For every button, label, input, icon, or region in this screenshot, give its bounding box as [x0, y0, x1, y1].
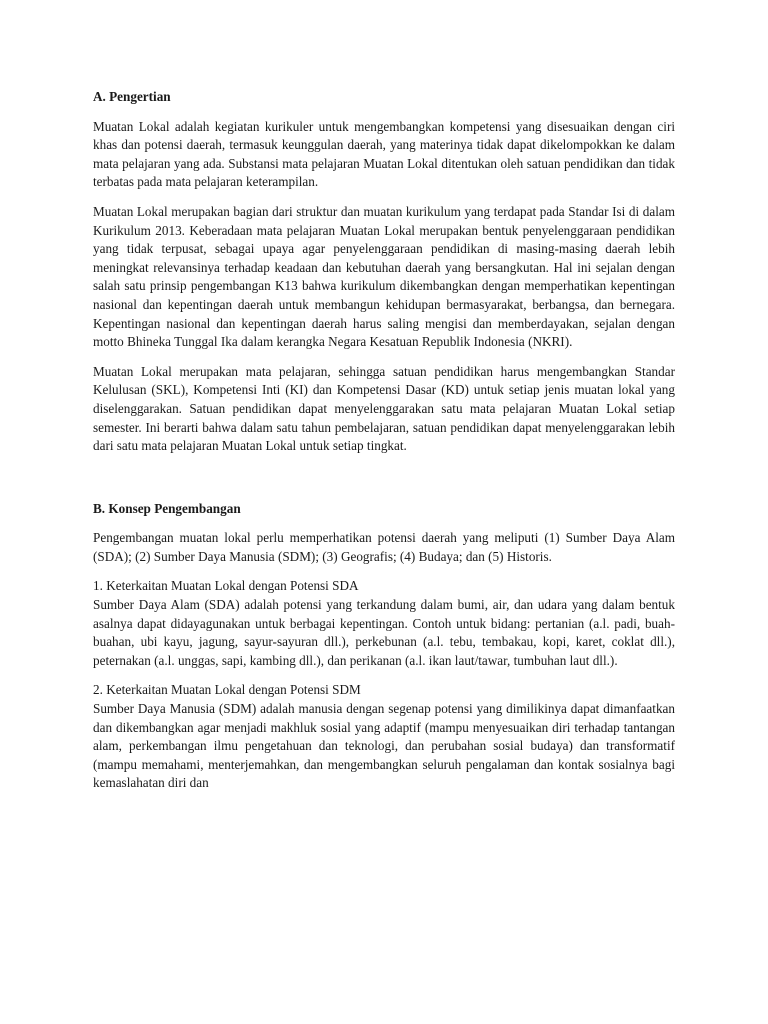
section-b-heading: B. Konsep Pengembangan — [93, 500, 241, 516]
subsection-sdm-text: Sumber Daya Manusia (SDM) adalah manusia dengan segenap potensi yang dimilikinya dapat dimanfaatkan dan dikembangkan agar menjadi makhluk sosial yang adaptif (mampu menyesuaikan diri terhadap tantangan alam, perkembangan ilmu pengetahuan dan teknologi, dan perubahan sosial budaya) dan transformatif (mampu memahami, menterjemahkan, dan mengembangkan seluruh pengalaman dan kontak sosialnya bagi kemaslahatan diri dan — [93, 701, 675, 791]
subsection-sda-text: Sumber Daya Alam (SDA) adalah potensi yang terkandung dalam bumi, air, dan udara yang dalam bentuk asalnya dapat didayagunakan untuk berbagai kepentingan. Contoh untuk bidang: pertanian (a.l. padi, buah-buahan, ubi kayu, jagung, sayur-sayuran dll.), perkebunan (a.l. tebu, tembakau, kopi, karet, coklat dll.), peternakan (a.l. unggas, sapi, kambing dll.), dan perikanan (a.l. ikan laut/tawar, tumbuhan laut dll.). — [93, 597, 675, 668]
section-a-heading: A. Pengertian — [93, 89, 171, 104]
section-spacer — [93, 467, 675, 500]
subsection-sdm-title: 2. Keterkaitan Muatan Lokal dengan Potensi SDM — [93, 682, 361, 698]
section-a-paragraph-3: Muatan Lokal merupakan mata pelajaran, sehingga satuan pendidikan harus mengembangkan Standar Kelulusan (SKL), Kompetensi Inti (KI) dan Kompetensi Dasar (KD) untuk setiap jenis muatan lokal yang diselenggarakan. Satuan pendidikan dapat menyelenggarakan satu mata pelajaran Muatan Lokal setiap semester. Ini berarti bahwa dalam satu tahun pembelajaran, satuan pendidikan dapat menyelenggarakan lebih dari satu mata pelajaran Muatan Lokal untuk setiap tingkat. — [93, 363, 675, 454]
subsection-sda — [93, 577, 675, 670]
document-page — [93, 88, 675, 804]
subsection-sdm — [93, 681, 675, 793]
section-a-paragraph-2: Muatan Lokal merupakan bagian dari struktur dan muatan kurikulum yang terdapat pada Standar Isi di dalam Kurikulum 2013. Keberadaan mata pelajaran Muatan Lokal merupakan bentuk penyelenggaraan pendidikan yang tidak terpusat, sebagai upaya agar penyelenggaraan pendidikan di masing-masing daerah lebih meningkat relevansinya terhadap keadaan dan kebutuhan daerah yang bersangkutan. Hal ini sejalan dengan salah satu prinsip pengembangan K13 bahwa kurikulum dikembangkan dengan memperhatikan kepentingan nasional dan kepentingan daerah untuk membangun kehidupan bermasyarakat, berbangsa, dan bernegara. Kepentingan nasional dan kepentingan daerah harus saling mengisi dan memberdayakan, sejalan dengan motto Bhineka Tunggal Ika dalam kerangka Negara Kesatuan Republik Indonesia (NKRI). — [93, 203, 675, 350]
subsection-sda-title: 1. Keterkaitan Muatan Lokal dengan Potensi SDA — [93, 578, 359, 594]
section-b-intro: Pengembangan muatan lokal perlu memperhatikan potensi daerah yang meliputi (1) Sumber Daya Alam (SDA); (2) Sumber Daya Manusia (SDM); (3) Geografis; (4) Budaya; dan (5) Historis. — [93, 530, 675, 564]
section-a-paragraph-1: Muatan Lokal adalah kegiatan kurikuler untuk mengembangkan kompetensi yang disesuaikan dengan ciri khas dan potensi daerah, termasuk keunggulan daerah, yang materinya tidak dapat dikelompokkan ke dalam mata pelajaran yang ada. Substansi mata pelajaran Muatan Lokal ditentukan oleh satuan pendidikan dan tidak terbatas pada mata pelajaran keterampilan. — [93, 118, 675, 190]
